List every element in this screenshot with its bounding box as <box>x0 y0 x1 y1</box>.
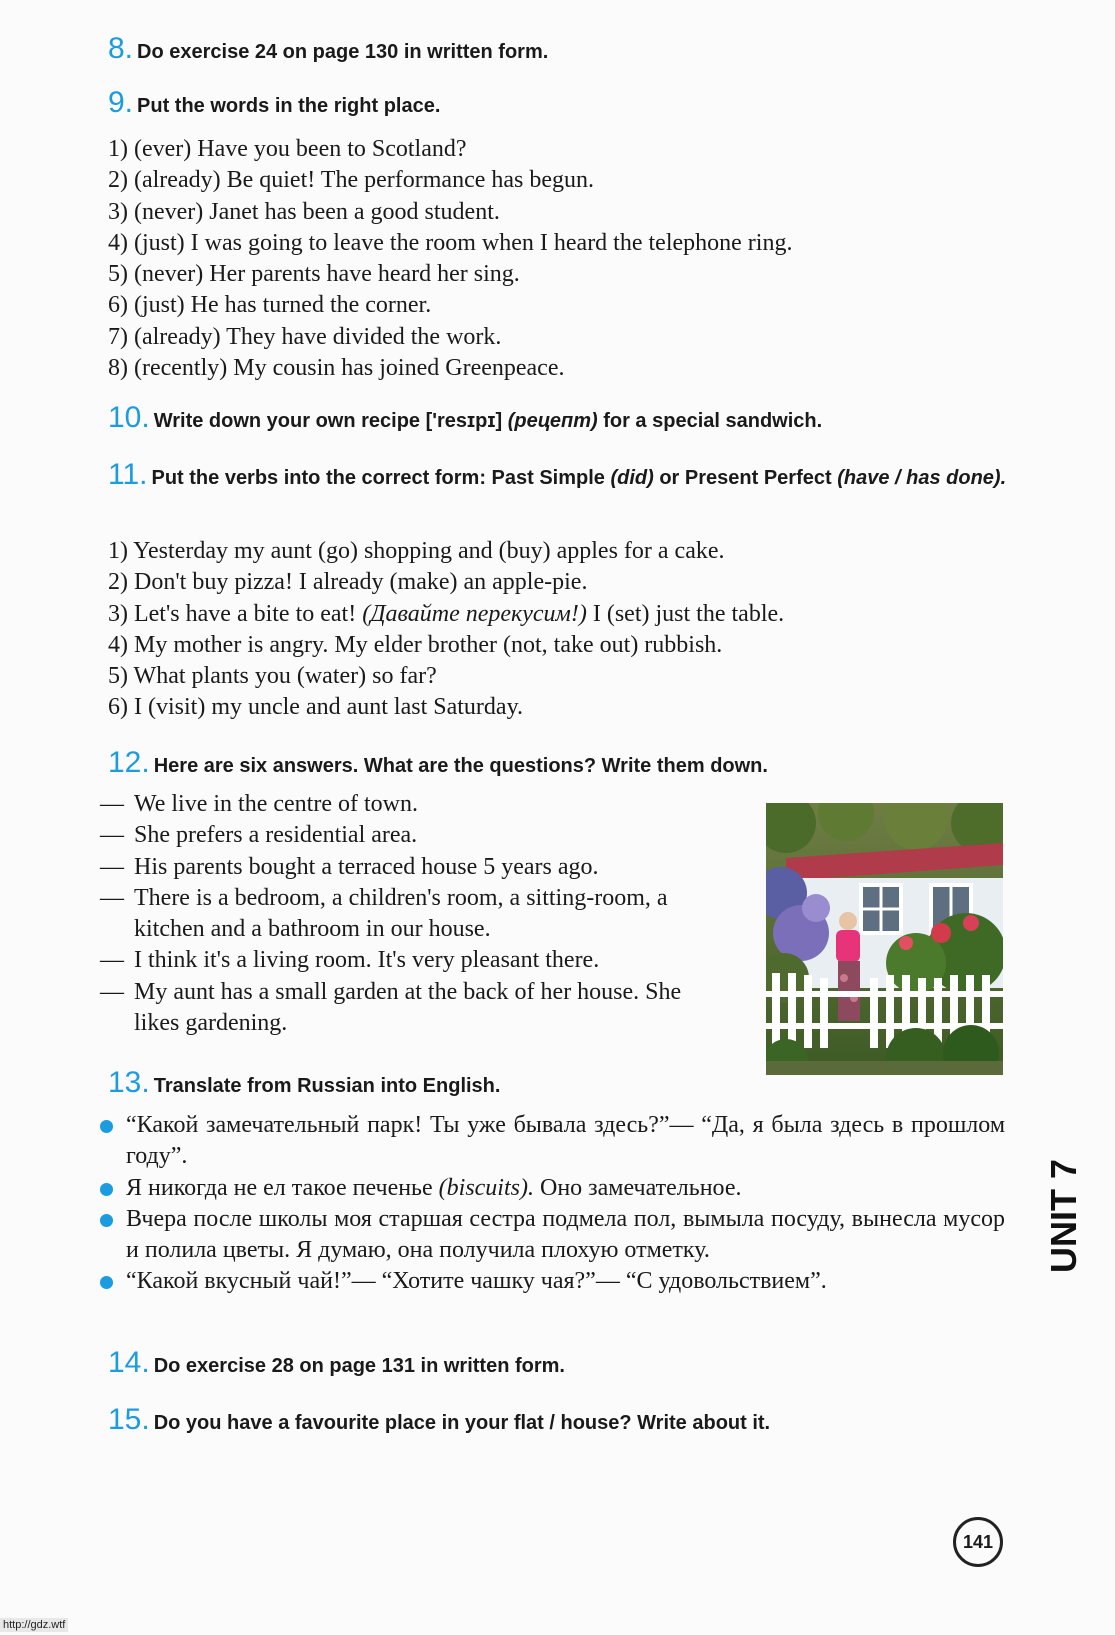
list-item <box>108 599 1018 630</box>
list-item <box>100 883 730 946</box>
list-item: 1) (ever) Have you been to Scotland? <box>108 136 467 162</box>
exercise-instruction: Write down your own recipe ['resɪpɪ] <box>153 410 508 432</box>
exercise-number: 11. <box>108 458 148 491</box>
exercise-instruction-end: for a special sandwich. <box>597 410 823 432</box>
bullet-icon <box>100 1120 113 1133</box>
house-garden-illustration <box>766 803 1003 1075</box>
list-item: 2) Don't buy pizza! I already (make) an apple-pie. <box>108 569 588 596</box>
exercise-instruction: Do exercise 24 on page 130 in written form. <box>137 41 549 63</box>
list-item <box>100 945 730 976</box>
unit-label <box>1040 1145 1090 1275</box>
list-item: 3) (never) Janet has been a good student. <box>108 198 500 225</box>
russian-gloss: (рецепт) <box>507 410 598 432</box>
item-text: Вчера после школы моя старшая сестра подмела пол, вымыла посуду, вынесла мусор и полила цветы. Я думаю, она получила плохую отметку. <box>126 1205 1005 1264</box>
exercise-number: 10. <box>108 401 150 434</box>
list-item: 5) (never) Her parents have heard her sing. <box>108 261 520 288</box>
house-garden-photo <box>766 803 1003 1075</box>
list-item: 7) (already) They have divided the work. <box>108 323 502 350</box>
exercise-number: 13. <box>108 1066 150 1099</box>
item-text: My aunt has a small garden at the back of her house. She likes gardening. <box>134 978 682 1037</box>
list-item <box>100 977 730 1040</box>
item-text: There is a bedroom, a children's room, a sitting-room, a kitchen and a bathroom in our house. <box>134 884 668 943</box>
exercise-instruction: Here are six answers. What are the questions? Write them down. <box>153 755 768 777</box>
list-item: 1) Yesterday my aunt (go) shopping and (buy) apples for a cake. <box>108 538 725 564</box>
exercise-instruction: Do exercise 28 on page 131 in written form. <box>153 1355 565 1377</box>
exercise-number: 12. <box>108 746 150 779</box>
list-item: 6) (just) He has turned the corner. <box>108 292 432 319</box>
exercise-12-heading <box>108 746 1018 779</box>
bullet-icon <box>100 1214 113 1227</box>
dash: — <box>100 884 124 911</box>
exercise-8-heading <box>108 32 1018 65</box>
exercise-number: 14. <box>108 1346 150 1379</box>
page-number: 141 <box>953 1517 1003 1567</box>
russian-gloss: (Давайте перекусим!) <box>362 600 587 627</box>
list-item: 4) My mother is angry. My elder brother (not, take out) rubbish. <box>108 631 723 658</box>
exercise-instruction: Put the words in the right place. <box>137 95 441 117</box>
dash: — <box>100 978 124 1005</box>
list-item <box>100 789 730 820</box>
exercise-11-heading <box>108 458 1008 491</box>
list-item <box>100 1173 1005 1204</box>
list-item: 6) I (visit) my uncle and aunt last Saturday. <box>108 694 524 721</box>
exercise-10-heading <box>108 401 1018 434</box>
exercise-number: 15. <box>108 1403 150 1436</box>
item-text: We live in the centre of town. <box>134 791 418 817</box>
unit-label-svg <box>1040 1145 1090 1275</box>
item-text: I (set) just the table. <box>586 600 785 627</box>
item-text: 3) Let's have a bite to eat! <box>108 600 363 627</box>
list-item <box>100 1110 1005 1173</box>
exercise-9-list <box>108 134 1018 384</box>
list-item <box>100 1266 1005 1297</box>
item-text: “Какой вкусный чай!”— “Хотите чашку чая?”— “С удовольствием”. <box>126 1268 827 1295</box>
exercise-instruction: Translate from Russian into English. <box>153 1075 501 1097</box>
dash: — <box>100 791 124 817</box>
list-item: 4) (just) I was going to leave the room when I heard the telephone ring. <box>108 229 793 256</box>
exercise-number: 8. <box>108 32 134 65</box>
exercise-13-heading <box>108 1066 1018 1099</box>
exercise-9-heading <box>108 86 1018 119</box>
item-text: Оно замечательное. <box>533 1174 742 1201</box>
exercise-instruction: Put the verbs into the correct form: Past Simple <box>151 467 611 489</box>
site-watermark: http://gdz.wtf <box>0 1618 68 1632</box>
list-item <box>100 820 730 851</box>
exercise-13-list <box>100 1110 1005 1298</box>
exercise-number: 9. <box>108 86 134 119</box>
list-item <box>100 852 730 883</box>
item-text: She prefers a residential area. <box>134 822 418 849</box>
list-item: 2) (already) Be quiet! The performance has begun. <box>108 167 595 194</box>
exercise-14-heading <box>108 1346 1018 1379</box>
dash: — <box>100 853 124 880</box>
list-item <box>100 1204 1005 1267</box>
list-item: 8) (recently) My cousin has joined Greenpeace. <box>108 355 565 382</box>
unit-label-text: UNIT 7 <box>1043 1158 1084 1273</box>
bullet-icon <box>100 1276 113 1289</box>
item-text: His parents bought a terraced house 5 years ago. <box>134 853 599 880</box>
exercise-12-list <box>100 789 730 1039</box>
dash: — <box>100 947 124 974</box>
item-text: I think it's a living room. It's very pleasant there. <box>134 947 600 974</box>
item-text: Я никогда не ел такое печенье <box>126 1174 439 1201</box>
item-text: “Какой замечательный парк! Ты уже бывала здесь?”— “Да, я была здесь в прошлом году”. <box>126 1112 1005 1170</box>
tense-example: (have / has done). <box>837 467 1007 489</box>
dash: — <box>100 822 124 849</box>
bullet-icon <box>100 1183 113 1196</box>
english-gloss: (biscuits). <box>438 1174 534 1201</box>
exercise-15-heading <box>108 1403 1018 1436</box>
exercise-instruction: Do you have a favourite place in your flat / house? Write about it. <box>153 1412 771 1434</box>
tense-example: (did) <box>610 467 654 489</box>
list-item: 5) What plants you (water) so far? <box>108 663 437 690</box>
exercise-instruction-mid: or Present Perfect <box>653 467 838 489</box>
exercise-11-list <box>108 536 1018 724</box>
